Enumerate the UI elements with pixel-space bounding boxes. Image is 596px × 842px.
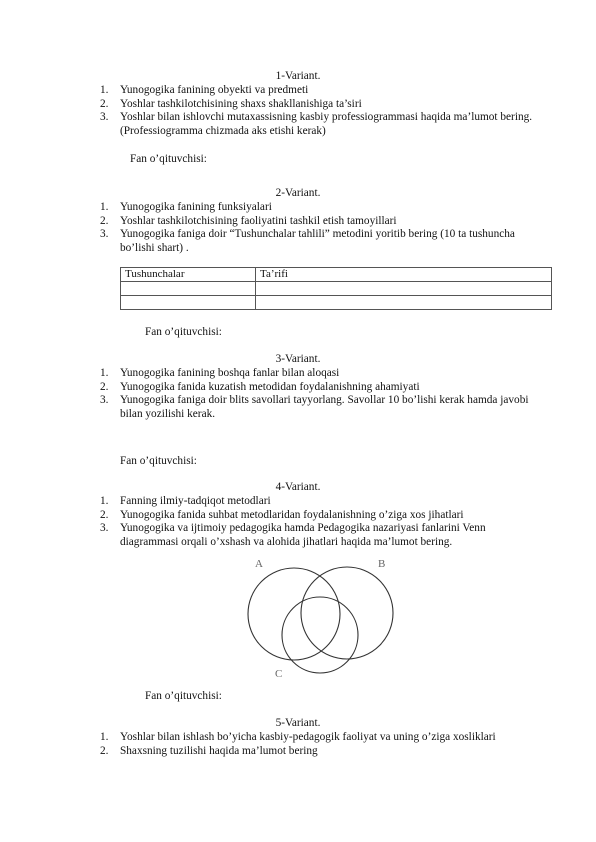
venn-label-c: C (275, 668, 283, 680)
table-cell (256, 296, 552, 310)
list-item (0, 111, 596, 138)
item-text: Yunogogika va ijtimoiy pedagogika hamda Pedagogika nazariyasi fanlarini Venn diagrammasi orqali o’xshash va alohida jihatlari haqida ma’lumot bering. (120, 522, 486, 548)
variant-2-list (0, 201, 596, 255)
list-item (0, 731, 596, 745)
item-number: 1. (100, 731, 109, 743)
item-number: 2. (100, 97, 109, 110)
item-text: Yunogogika faniga doir “Tushunchalar tahlili” metodini yoritib bering (10 ta tushuncha bo’lishi shart) . (120, 228, 515, 254)
item-text: Yunogogika fanida kuzatish metodidan foydalanishning ahamiyati (120, 380, 420, 393)
list-item (0, 394, 596, 421)
item-text: Yunogogika fanining obyekti va predmeti (120, 84, 309, 96)
teacher-label: Fan o’qituvchisi: (145, 690, 222, 702)
item-text: Yunogogika faniga doir blits savollari tayyorlang. Savollar 10 bo’lishi kerak hamda javobi bilan yozilishi kerak. (120, 394, 529, 420)
variant-1-title: 1-Variant. (275, 70, 321, 82)
item-number: 3. (100, 522, 109, 534)
list-item (0, 98, 596, 112)
concepts-table (120, 267, 552, 310)
table-header-cell: Tushunchalar (121, 268, 256, 282)
item-text: Shaxsning tuzilishi haqida ma’lumot bering (120, 744, 318, 757)
item-number: 2. (100, 744, 109, 757)
list-item (0, 84, 596, 98)
list-item (0, 745, 596, 759)
item-text: Yunogogika fanining boshqa fanlar bilan aloqasi (120, 367, 340, 379)
list-item (0, 495, 596, 509)
item-text: Yoshlar bilan ishlovchi mutaxassisning kasbiy professiogrammasi haqida ma’lumot bering. (Professiogramma chizmada aks etishi kerak) (120, 111, 533, 137)
venn-circle-c (282, 597, 358, 673)
list-item (0, 381, 596, 395)
variant-4-list (0, 495, 596, 549)
list-item (0, 522, 596, 549)
item-number: 2. (100, 508, 109, 521)
variant-4-title: 4-Variant. (275, 481, 321, 493)
table-cell (121, 282, 256, 296)
table-row (121, 296, 552, 310)
teacher-label: Fan o’qituvchisi: (120, 455, 197, 467)
table-header-row (121, 268, 552, 282)
item-number: 2. (100, 214, 109, 227)
variant-3-list (0, 367, 596, 421)
item-text: Yoshlar tashkilotchisining faoliyatini tashkil etish tamoyillari (120, 214, 397, 227)
item-number: 1. (100, 367, 109, 379)
list-item (0, 228, 596, 255)
table-row (121, 282, 552, 296)
list-item (0, 367, 596, 381)
item-number: 1. (100, 201, 109, 213)
item-number: 3. (100, 394, 109, 406)
item-number: 1. (100, 495, 109, 507)
item-text: Fanning ilmiy-tadqiqot metodlari (120, 495, 271, 507)
item-number: 3. (100, 228, 109, 240)
table-cell (256, 282, 552, 296)
list-item (0, 201, 596, 215)
variant-2-title: 2-Variant. (275, 187, 321, 199)
item-number: 3. (100, 111, 109, 123)
list-item (0, 215, 596, 229)
teacher-label: Fan o’qituvchisi: (130, 153, 207, 165)
variant-1-list (0, 84, 596, 138)
variant-5-list (0, 731, 596, 758)
venn-diagram (246, 556, 396, 682)
item-number: 2. (100, 380, 109, 393)
table-header-cell: Ta’rifi (256, 268, 552, 282)
item-text: Yoshlar bilan ishlash bo’yicha kasbiy-pedagogik faoliyat va uning o’ziga xosliklari (120, 731, 496, 743)
teacher-label: Fan o’qituvchisi: (145, 326, 222, 338)
venn-circle-b (301, 567, 393, 659)
list-item (0, 509, 596, 523)
venn-circle-a (248, 568, 340, 660)
venn-label-b: B (378, 558, 386, 570)
variant-5-title: 5-Variant. (275, 717, 321, 729)
item-text: Yoshlar tashkilotchisining shaxs shakllanishiga ta’siri (120, 97, 362, 110)
item-text: Yunogogika fanida suhbat metodlaridan foydalanishning o’ziga xos jihatlari (120, 508, 464, 521)
venn-label-a: A (255, 558, 263, 570)
item-number: 1. (100, 84, 109, 96)
item-text: Yunogogika fanining funksiyalari (120, 201, 272, 213)
table-cell (121, 296, 256, 310)
variant-3-title: 3-Variant. (275, 353, 321, 365)
